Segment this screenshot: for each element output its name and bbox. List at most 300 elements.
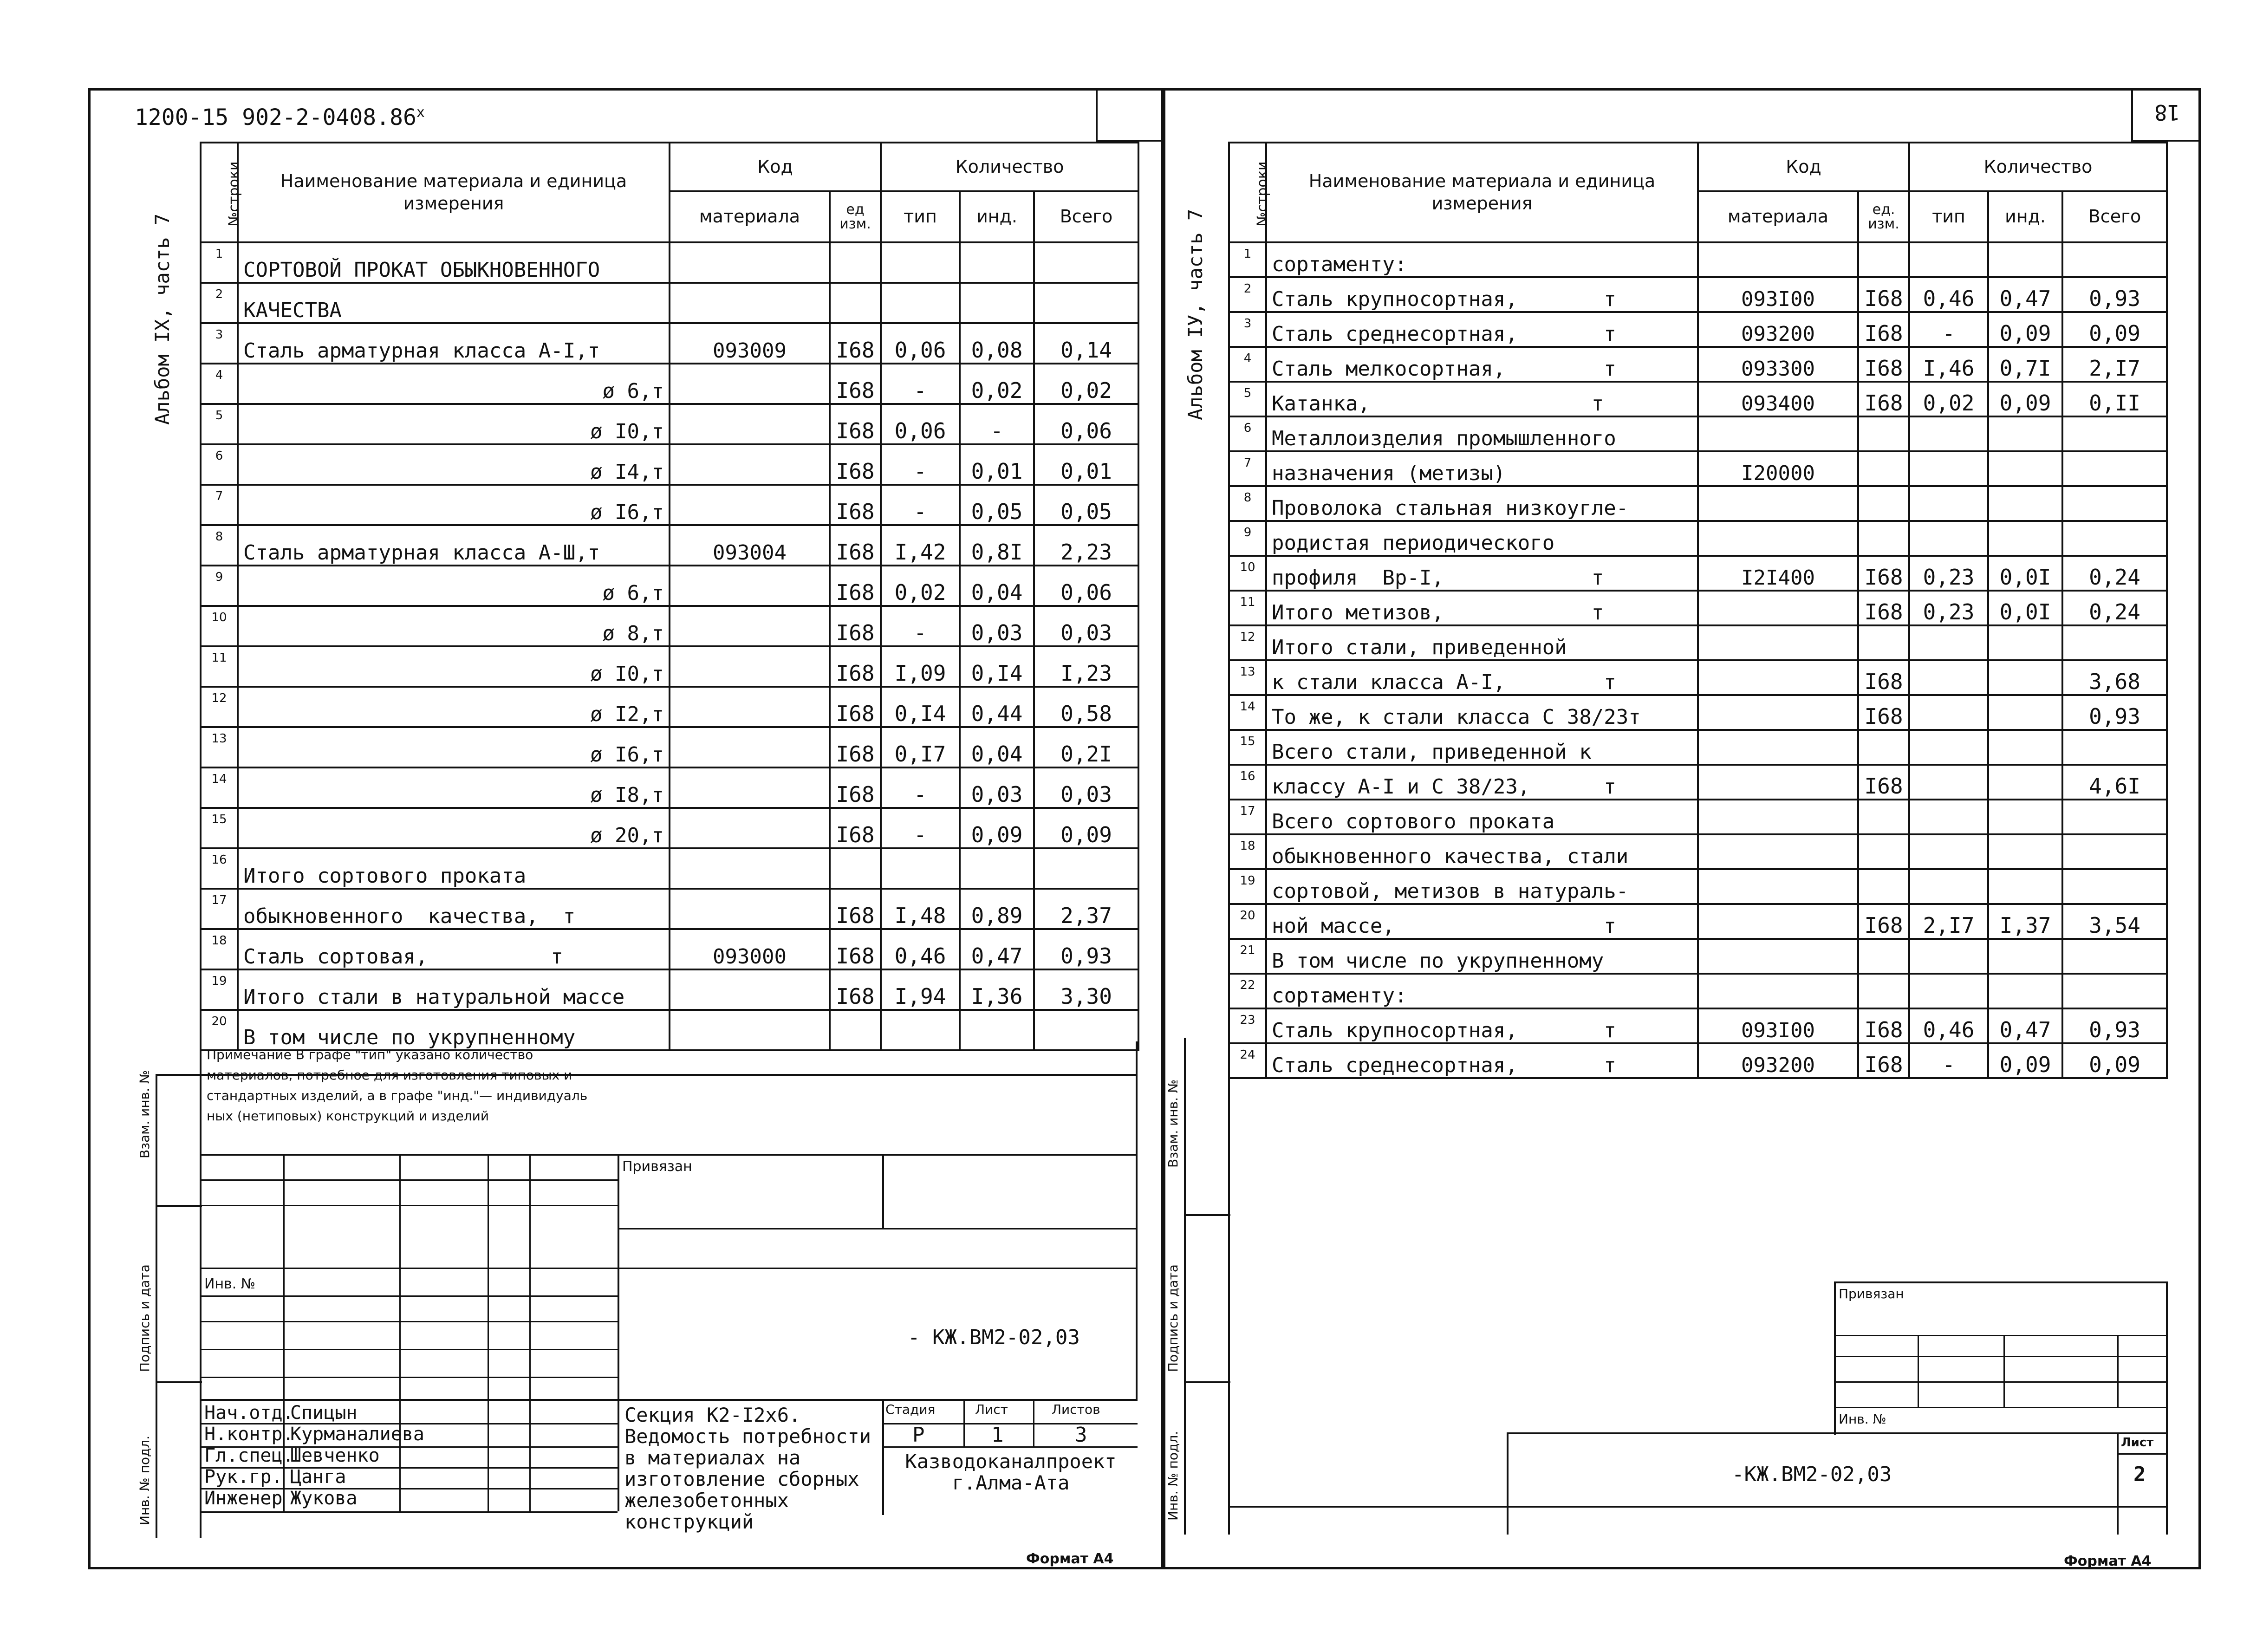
type-quantity bbox=[881, 283, 960, 323]
type-quantity bbox=[1909, 660, 1988, 695]
type-quantity: - bbox=[881, 606, 960, 646]
unit-header: ед. изм. bbox=[1858, 191, 1909, 242]
total-quantity: 0,09 bbox=[2062, 312, 2167, 347]
stamp-grid bbox=[200, 1377, 618, 1378]
note-line-3: стандартных изделий, а в графе "инд."— индивидуаль bbox=[207, 1088, 588, 1103]
material-name: классу А-I и С 38/23, т bbox=[1266, 765, 1698, 800]
type-quantity: 0,I7 bbox=[881, 727, 960, 767]
sheet-value: 2 bbox=[2133, 1463, 2146, 1486]
material-code bbox=[670, 889, 830, 929]
left-sheet bbox=[88, 88, 1163, 1569]
unit-code: I68 bbox=[830, 808, 881, 848]
material-name: Итого сортового проката bbox=[238, 848, 670, 889]
material-code: 093200 bbox=[1698, 312, 1858, 347]
unit-code bbox=[1858, 869, 1909, 904]
materials-table-body bbox=[1229, 242, 2167, 1078]
unit-code: I68 bbox=[1858, 765, 1909, 800]
individual-quantity: 0,04 bbox=[960, 727, 1034, 767]
document-code-revision: x bbox=[416, 104, 425, 121]
row-number-header bbox=[1229, 143, 1271, 242]
type-quantity bbox=[1909, 834, 1988, 869]
row-number-header-text: №строки bbox=[226, 161, 242, 227]
table-row bbox=[1229, 591, 2167, 625]
type-quantity bbox=[881, 242, 960, 283]
stamp-grid bbox=[1033, 1399, 1034, 1446]
material-name: ø 6,т bbox=[238, 364, 670, 404]
material-name: ø 20,т bbox=[238, 808, 670, 848]
table-row bbox=[1229, 486, 2167, 521]
row-number: 19 bbox=[1229, 869, 1266, 904]
total-quantity: 0,09 bbox=[1034, 808, 1138, 848]
row-number-header bbox=[201, 143, 242, 242]
row-number: 12 bbox=[201, 687, 238, 727]
stamp-border bbox=[1184, 1038, 1186, 1535]
material-code bbox=[670, 808, 830, 848]
material-name: ø 6,т bbox=[238, 566, 670, 606]
material-code: I20000 bbox=[1698, 451, 1858, 486]
type-quantity bbox=[881, 1010, 960, 1050]
material-code: I2I400 bbox=[1698, 556, 1858, 591]
material-code bbox=[1698, 869, 1858, 904]
unit-code bbox=[1858, 625, 1909, 660]
total-quantity: 3,30 bbox=[1034, 969, 1138, 1010]
type-quantity bbox=[1909, 242, 1988, 277]
material-name: сортовой, метизов в натураль- bbox=[1266, 869, 1698, 904]
note bbox=[207, 1045, 587, 1126]
materials-table bbox=[1228, 142, 2168, 1079]
note-line-1: Примечание В графе "тип" указано количество bbox=[207, 1047, 533, 1062]
stamp-grid bbox=[200, 1399, 1138, 1401]
row-number: 12 bbox=[1229, 625, 1266, 660]
row-number: 5 bbox=[201, 404, 238, 444]
type-quantity bbox=[881, 848, 960, 889]
sheet-label: Лист bbox=[2121, 1436, 2154, 1450]
individual-quantity bbox=[1988, 765, 2062, 800]
material-code bbox=[670, 485, 830, 525]
material-code bbox=[670, 404, 830, 444]
type-quantity: - bbox=[881, 364, 960, 404]
unit-header: ед изм. bbox=[830, 191, 881, 242]
material-name: Проволока стальная низкоугле- bbox=[1266, 486, 1698, 521]
total-quantity bbox=[2062, 939, 2167, 974]
side-label-inv-original: Инв. № подл. bbox=[1165, 1431, 1181, 1521]
type-quantity: I,94 bbox=[881, 969, 960, 1010]
document-number: -КЖ.ВМ2-02,03 bbox=[1732, 1463, 1892, 1486]
individual-quantity bbox=[1988, 242, 2062, 277]
type-quantity: 0,02 bbox=[1909, 382, 1988, 416]
table-row bbox=[1229, 451, 2167, 486]
individual-quantity bbox=[1988, 800, 2062, 834]
table-row bbox=[1229, 730, 2167, 765]
table-row bbox=[201, 727, 1138, 767]
sheets-value: 3 bbox=[1075, 1423, 1087, 1447]
album-label: Альбом IУ, часть 7 bbox=[1184, 208, 1207, 420]
unit-code bbox=[1858, 451, 1909, 486]
type-quantity: I,48 bbox=[881, 889, 960, 929]
table-row bbox=[1229, 556, 2167, 591]
stamp-grid bbox=[2117, 1432, 2119, 1535]
total-quantity bbox=[2062, 416, 2167, 451]
total-quantity: 3,68 bbox=[2062, 660, 2167, 695]
unit-code bbox=[1858, 521, 1909, 556]
unit-code bbox=[830, 283, 881, 323]
row-number: 9 bbox=[1229, 521, 1266, 556]
material-name: В том числе по укрупненному bbox=[1266, 939, 1698, 974]
privyazan-label: Привязан bbox=[1839, 1286, 1904, 1301]
side-label-signature-date: Подпись и дата bbox=[137, 1264, 152, 1372]
material-name: ной массе, т bbox=[1266, 904, 1698, 939]
material-code bbox=[1698, 521, 1858, 556]
unit-code: I68 bbox=[830, 444, 881, 485]
row-number: 11 bbox=[1229, 591, 1266, 625]
individual-quantity bbox=[1988, 939, 2062, 974]
page-number: 18 bbox=[2154, 100, 2180, 125]
staff-name: Шевченко bbox=[290, 1445, 380, 1466]
table-row bbox=[1229, 695, 2167, 730]
total-quantity: 0,01 bbox=[1034, 444, 1138, 485]
staff-role: Гл.спец. bbox=[204, 1445, 294, 1466]
individual-quantity: 0,02 bbox=[960, 364, 1034, 404]
material-name: ø I0,т bbox=[238, 404, 670, 444]
type-quantity bbox=[1909, 730, 1988, 765]
individual-quantity: 0,09 bbox=[1988, 382, 2062, 416]
stamp-grid bbox=[618, 1154, 619, 1511]
material-code bbox=[1698, 730, 1858, 765]
row-number: 10 bbox=[1229, 556, 1266, 591]
type-quantity bbox=[1909, 765, 1988, 800]
individual-quantity bbox=[960, 283, 1034, 323]
stamp-grid bbox=[1918, 1335, 1919, 1407]
unit-code: I68 bbox=[1858, 277, 1909, 312]
material-code bbox=[670, 444, 830, 485]
unit-code: I68 bbox=[1858, 591, 1909, 625]
table-row bbox=[201, 364, 1138, 404]
row-number: 19 bbox=[201, 969, 238, 1010]
material-name: Сталь крупносортная, т bbox=[1266, 277, 1698, 312]
side-label-replace-inv: Взам. инв. № bbox=[137, 1070, 152, 1158]
stamp-border bbox=[200, 1041, 202, 1538]
individual-quantity: 0,08 bbox=[960, 323, 1034, 364]
unit-code bbox=[1858, 416, 1909, 451]
row-number: 14 bbox=[201, 767, 238, 808]
type-quantity: 0,02 bbox=[881, 566, 960, 606]
stamp-border bbox=[1228, 1038, 1230, 1535]
type-quantity: 0,46 bbox=[881, 929, 960, 969]
side-divider bbox=[1184, 1214, 1230, 1216]
side-label-inv-original: Инв. № подл. bbox=[137, 1435, 152, 1525]
unit-code: I68 bbox=[830, 929, 881, 969]
unit-code: I68 bbox=[830, 606, 881, 646]
stamp-grid bbox=[1834, 1281, 2166, 1283]
staff-role: Нач.отд. bbox=[204, 1402, 294, 1424]
stamp-border bbox=[156, 1074, 157, 1538]
inv-no-label: Инв. № bbox=[204, 1276, 256, 1292]
total-quantity: 0,06 bbox=[1034, 566, 1138, 606]
table-row bbox=[201, 767, 1138, 808]
material-name: Сталь арматурная класса А-I,т bbox=[238, 323, 670, 364]
material-code bbox=[670, 1010, 830, 1050]
side-divider bbox=[156, 1381, 202, 1383]
note-line-2: материалов, потребное для изготовления типовых и bbox=[207, 1067, 572, 1083]
material-name: к стали класса А-I, т bbox=[1266, 660, 1698, 695]
individual-quantity: 0,05 bbox=[960, 485, 1034, 525]
unit-code: I68 bbox=[830, 323, 881, 364]
row-number: 16 bbox=[1229, 765, 1266, 800]
row-number: 4 bbox=[201, 364, 238, 404]
total-quantity bbox=[2062, 834, 2167, 869]
stamp-grid bbox=[200, 1154, 1138, 1156]
stamp-grid bbox=[2117, 1453, 2166, 1455]
type-quantity bbox=[1909, 869, 1988, 904]
unit-code: I68 bbox=[1858, 695, 1909, 730]
table-row bbox=[1229, 242, 2167, 277]
individual-quantity bbox=[1988, 660, 2062, 695]
table-row bbox=[201, 808, 1138, 848]
album-label: Альбом IX, часть 7 bbox=[151, 213, 174, 425]
material-name: ø I2,т bbox=[238, 687, 670, 727]
individual-quantity bbox=[1988, 451, 2062, 486]
stamp-grid bbox=[1507, 1432, 1509, 1535]
table-row bbox=[201, 1010, 1138, 1050]
material-code-header: материала bbox=[670, 191, 830, 242]
type-quantity: - bbox=[881, 444, 960, 485]
sheet-label: Лист bbox=[975, 1402, 1008, 1417]
total-quantity: 0,93 bbox=[2062, 695, 2167, 730]
total-quantity: 0,14 bbox=[1034, 323, 1138, 364]
individual-quantity bbox=[1988, 625, 2062, 660]
row-number: 17 bbox=[201, 889, 238, 929]
material-code bbox=[670, 283, 830, 323]
unit-code bbox=[1858, 486, 1909, 521]
stamp-grid bbox=[200, 1295, 618, 1297]
row-number: 4 bbox=[1229, 347, 1266, 382]
material-code bbox=[1698, 695, 1858, 730]
materials-table-body bbox=[201, 242, 1138, 1050]
total-quantity: 2,37 bbox=[1034, 889, 1138, 929]
table-row bbox=[1229, 312, 2167, 347]
individual-header: инд. bbox=[1988, 191, 2062, 242]
type-quantity: 2,I7 bbox=[1909, 904, 1988, 939]
total-quantity bbox=[2062, 730, 2167, 765]
unit-code: I68 bbox=[1858, 904, 1909, 939]
unit-code: I68 bbox=[830, 404, 881, 444]
individual-quantity: 0,47 bbox=[960, 929, 1034, 969]
material-code: 093200 bbox=[1698, 1043, 1858, 1078]
material-name: СОРТОВОЙ ПРОКАТ ОБЫКНОВЕННОГО bbox=[238, 242, 670, 283]
individual-quantity bbox=[1988, 974, 2062, 1008]
staff-name: Спицын bbox=[290, 1402, 358, 1424]
material-code bbox=[1698, 904, 1858, 939]
unit-code: I68 bbox=[830, 687, 881, 727]
type-quantity: I,46 bbox=[1909, 347, 1988, 382]
type-header: тип bbox=[881, 191, 960, 242]
total-quantity: 0,06 bbox=[1034, 404, 1138, 444]
total-quantity: 0,2I bbox=[1034, 727, 1138, 767]
stamp-grid bbox=[1834, 1281, 1836, 1435]
type-quantity: 0,46 bbox=[1909, 277, 1988, 312]
drawing-title: Секция К2-I2х6. Ведомость потребности в материалах на изготовление сборных железобетонных конструкций bbox=[624, 1404, 871, 1533]
material-name: То же, к стали класса С 38/23т bbox=[1266, 695, 1698, 730]
type-quantity bbox=[1909, 521, 1988, 556]
material-name: Итого стали в натуральной массе bbox=[238, 969, 670, 1010]
material-code bbox=[1698, 486, 1858, 521]
table-row bbox=[1229, 1043, 2167, 1078]
privyazan-label: Привязан bbox=[622, 1158, 692, 1175]
total-header: Всего bbox=[1034, 191, 1138, 242]
material-code bbox=[670, 242, 830, 283]
side-divider bbox=[156, 1205, 202, 1207]
type-quantity bbox=[1909, 974, 1988, 1008]
individual-quantity bbox=[1988, 416, 2062, 451]
unit-code bbox=[1858, 242, 1909, 277]
stamp-grid bbox=[1834, 1407, 2166, 1408]
individual-quantity bbox=[1988, 521, 2062, 556]
row-number: 1 bbox=[201, 242, 238, 283]
side-label-signature-date: Подпись и дата bbox=[1165, 1264, 1181, 1372]
material-code: 093009 bbox=[670, 323, 830, 364]
format-label: Формат А4 bbox=[2064, 1553, 2152, 1569]
total-quantity: 0,93 bbox=[2062, 277, 2167, 312]
material-code bbox=[670, 848, 830, 889]
row-number: 2 bbox=[1229, 277, 1266, 312]
unit-code bbox=[830, 848, 881, 889]
individual-quantity bbox=[1988, 695, 2062, 730]
table-row bbox=[201, 525, 1138, 566]
material-name: Металлоизделия промышленного bbox=[1266, 416, 1698, 451]
material-name: назначения (метизы) bbox=[1266, 451, 1698, 486]
table-row bbox=[201, 848, 1138, 889]
row-number: 1 bbox=[1229, 242, 1266, 277]
materials-table bbox=[200, 142, 1139, 1051]
unit-code: I68 bbox=[1858, 312, 1909, 347]
material-code bbox=[670, 606, 830, 646]
staff-name: Жукова bbox=[290, 1488, 358, 1509]
material-name: родистая периодического bbox=[1266, 521, 1698, 556]
total-quantity bbox=[1034, 848, 1138, 889]
format-label: Формат А4 bbox=[1026, 1551, 1114, 1567]
name-header: Наименование материала и единица измерения bbox=[238, 143, 670, 242]
unit-code: I68 bbox=[830, 485, 881, 525]
individual-quantity bbox=[960, 848, 1034, 889]
organization: Казводоканалпроект г.Алма-Ата bbox=[905, 1450, 1117, 1494]
stamp-grid bbox=[963, 1399, 965, 1446]
total-quantity bbox=[1034, 242, 1138, 283]
row-number: 13 bbox=[1229, 660, 1266, 695]
unit-code bbox=[830, 1010, 881, 1050]
table-row bbox=[201, 566, 1138, 606]
material-code bbox=[1698, 974, 1858, 1008]
total-quantity bbox=[1034, 283, 1138, 323]
type-quantity: - bbox=[1909, 312, 1988, 347]
note-line-4: ных (нетиповых) конструкций и изделий bbox=[207, 1108, 489, 1124]
stamp-grid bbox=[1228, 1506, 2166, 1508]
unit-code bbox=[1858, 939, 1909, 974]
material-code bbox=[1698, 660, 1858, 695]
row-number: 9 bbox=[201, 566, 238, 606]
stamp-grid bbox=[200, 1349, 618, 1350]
total-quantity bbox=[2062, 451, 2167, 486]
material-code bbox=[1698, 625, 1858, 660]
unit-code bbox=[1858, 974, 1909, 1008]
type-quantity bbox=[1909, 416, 1988, 451]
staff-role: Н.контр. bbox=[204, 1424, 294, 1445]
stamp-grid bbox=[488, 1154, 489, 1511]
material-name: ø I6,т bbox=[238, 727, 670, 767]
quantity-header: Количество bbox=[1909, 143, 2167, 191]
type-quantity bbox=[1909, 625, 1988, 660]
row-number: 15 bbox=[201, 808, 238, 848]
material-name: Сталь крупносортная, т bbox=[1266, 1008, 1698, 1043]
stamp-grid bbox=[200, 1321, 618, 1322]
row-number: 17 bbox=[1229, 800, 1266, 834]
total-quantity: 0,93 bbox=[2062, 1008, 2167, 1043]
type-quantity: - bbox=[881, 808, 960, 848]
table-row bbox=[1229, 1008, 2167, 1043]
type-quantity: - bbox=[1909, 1043, 1988, 1078]
total-quantity: 0,02 bbox=[1034, 364, 1138, 404]
unit-code: I68 bbox=[830, 767, 881, 808]
material-name: Итого метизов, т bbox=[1266, 591, 1698, 625]
row-number: 20 bbox=[1229, 904, 1266, 939]
material-code: 093000 bbox=[670, 929, 830, 969]
material-code bbox=[670, 969, 830, 1010]
unit-code: I68 bbox=[1858, 382, 1909, 416]
individual-quantity: I,37 bbox=[1988, 904, 2062, 939]
material-name: обыкновенного качества, т bbox=[238, 889, 670, 929]
table-row bbox=[1229, 974, 2167, 1008]
material-name: профиля Вр-I, т bbox=[1266, 556, 1698, 591]
material-code bbox=[670, 364, 830, 404]
material-code: 093I00 bbox=[1698, 1008, 1858, 1043]
material-code: 093400 bbox=[1698, 382, 1858, 416]
table-row bbox=[1229, 660, 2167, 695]
unit-code: I68 bbox=[830, 727, 881, 767]
unit-code: I68 bbox=[830, 566, 881, 606]
side-divider bbox=[1184, 1381, 1230, 1383]
table-row bbox=[1229, 939, 2167, 974]
table-row bbox=[201, 889, 1138, 929]
individual-quantity bbox=[1988, 486, 2062, 521]
individual-quantity: 0,03 bbox=[960, 767, 1034, 808]
material-name: ø I6,т bbox=[238, 485, 670, 525]
unit-code: I68 bbox=[830, 969, 881, 1010]
row-number: 21 bbox=[1229, 939, 1266, 974]
type-quantity bbox=[1909, 800, 1988, 834]
table-row bbox=[201, 283, 1138, 323]
total-quantity: 0,24 bbox=[2062, 556, 2167, 591]
document-code bbox=[135, 104, 425, 130]
stamp-grid bbox=[618, 1228, 1138, 1229]
total-quantity: 0,58 bbox=[1034, 687, 1138, 727]
total-quantity bbox=[2062, 625, 2167, 660]
material-name: Всего стали, приведенной к bbox=[1266, 730, 1698, 765]
code-header: Код bbox=[670, 143, 881, 191]
document-number: - КЖ.ВМ2-02,03 bbox=[908, 1326, 1080, 1349]
code-header: Код bbox=[1698, 143, 1909, 191]
quantity-header: Количество bbox=[881, 143, 1138, 191]
unit-code: I68 bbox=[1858, 347, 1909, 382]
unit-code bbox=[1858, 730, 1909, 765]
row-number: 7 bbox=[1229, 451, 1266, 486]
unit-code: I68 bbox=[830, 646, 881, 687]
material-name: Сталь сортовая, т bbox=[238, 929, 670, 969]
stamp-grid bbox=[1834, 1356, 2166, 1357]
row-number: 11 bbox=[201, 646, 238, 687]
staff-name: Курманалиева bbox=[290, 1424, 424, 1445]
stamp-grid bbox=[399, 1154, 401, 1511]
table-row bbox=[1229, 347, 2167, 382]
individual-quantity: 0,8I bbox=[960, 525, 1034, 566]
